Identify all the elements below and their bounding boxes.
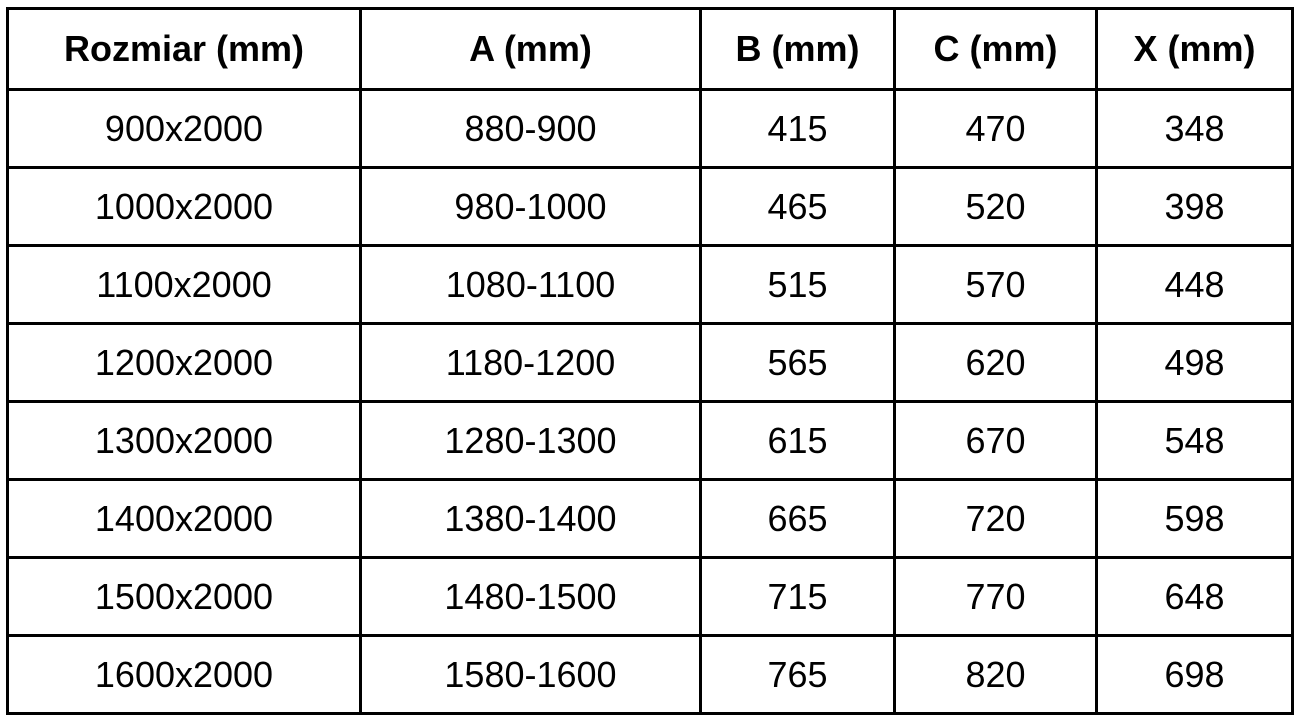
table-cell: 615 — [701, 402, 895, 480]
table-cell: 470 — [895, 90, 1097, 168]
table-cell: 620 — [895, 324, 1097, 402]
column-header-b: B (mm) — [701, 9, 895, 90]
table-cell: 520 — [895, 168, 1097, 246]
table-cell: 515 — [701, 246, 895, 324]
column-header-a: A (mm) — [361, 9, 701, 90]
table-cell: 1380-1400 — [361, 480, 701, 558]
table-cell: 548 — [1097, 402, 1293, 480]
table-cell: 1000x2000 — [8, 168, 361, 246]
table-cell: 1100x2000 — [8, 246, 361, 324]
table-row — [8, 90, 1293, 168]
table-cell: 498 — [1097, 324, 1293, 402]
table-cell: 765 — [701, 636, 895, 714]
table-cell: 1200x2000 — [8, 324, 361, 402]
table-header-row — [8, 9, 1293, 90]
table-cell: 698 — [1097, 636, 1293, 714]
table-cell: 880-900 — [361, 90, 701, 168]
table-cell: 448 — [1097, 246, 1293, 324]
table-row — [8, 324, 1293, 402]
table-row — [8, 558, 1293, 636]
table-cell: 1580-1600 — [361, 636, 701, 714]
table-cell: 565 — [701, 324, 895, 402]
table-cell: 715 — [701, 558, 895, 636]
table-cell: 1080-1100 — [361, 246, 701, 324]
size-dimensions-table — [6, 7, 1294, 715]
table-cell: 465 — [701, 168, 895, 246]
table-cell: 1500x2000 — [8, 558, 361, 636]
table-cell: 770 — [895, 558, 1097, 636]
table-row — [8, 480, 1293, 558]
table-cell: 1400x2000 — [8, 480, 361, 558]
table-cell: 1180-1200 — [361, 324, 701, 402]
table-cell: 900x2000 — [8, 90, 361, 168]
column-header-x: X (mm) — [1097, 9, 1293, 90]
table-cell: 398 — [1097, 168, 1293, 246]
table-cell: 820 — [895, 636, 1097, 714]
table-cell: 1280-1300 — [361, 402, 701, 480]
table-cell: 415 — [701, 90, 895, 168]
column-header-rozmiar: Rozmiar (mm) — [8, 9, 361, 90]
table-row — [8, 402, 1293, 480]
table-cell: 720 — [895, 480, 1097, 558]
table-cell: 1480-1500 — [361, 558, 701, 636]
table-cell: 1300x2000 — [8, 402, 361, 480]
table-body — [8, 90, 1293, 714]
table-row — [8, 168, 1293, 246]
table-cell: 980-1000 — [361, 168, 701, 246]
table-cell: 648 — [1097, 558, 1293, 636]
table-cell: 1600x2000 — [8, 636, 361, 714]
table-cell: 665 — [701, 480, 895, 558]
table-cell: 670 — [895, 402, 1097, 480]
table-row — [8, 246, 1293, 324]
table-cell: 348 — [1097, 90, 1293, 168]
column-header-c: C (mm) — [895, 9, 1097, 90]
table-cell: 598 — [1097, 480, 1293, 558]
table-row — [8, 636, 1293, 714]
table-cell: 570 — [895, 246, 1097, 324]
table-header — [8, 9, 1293, 90]
